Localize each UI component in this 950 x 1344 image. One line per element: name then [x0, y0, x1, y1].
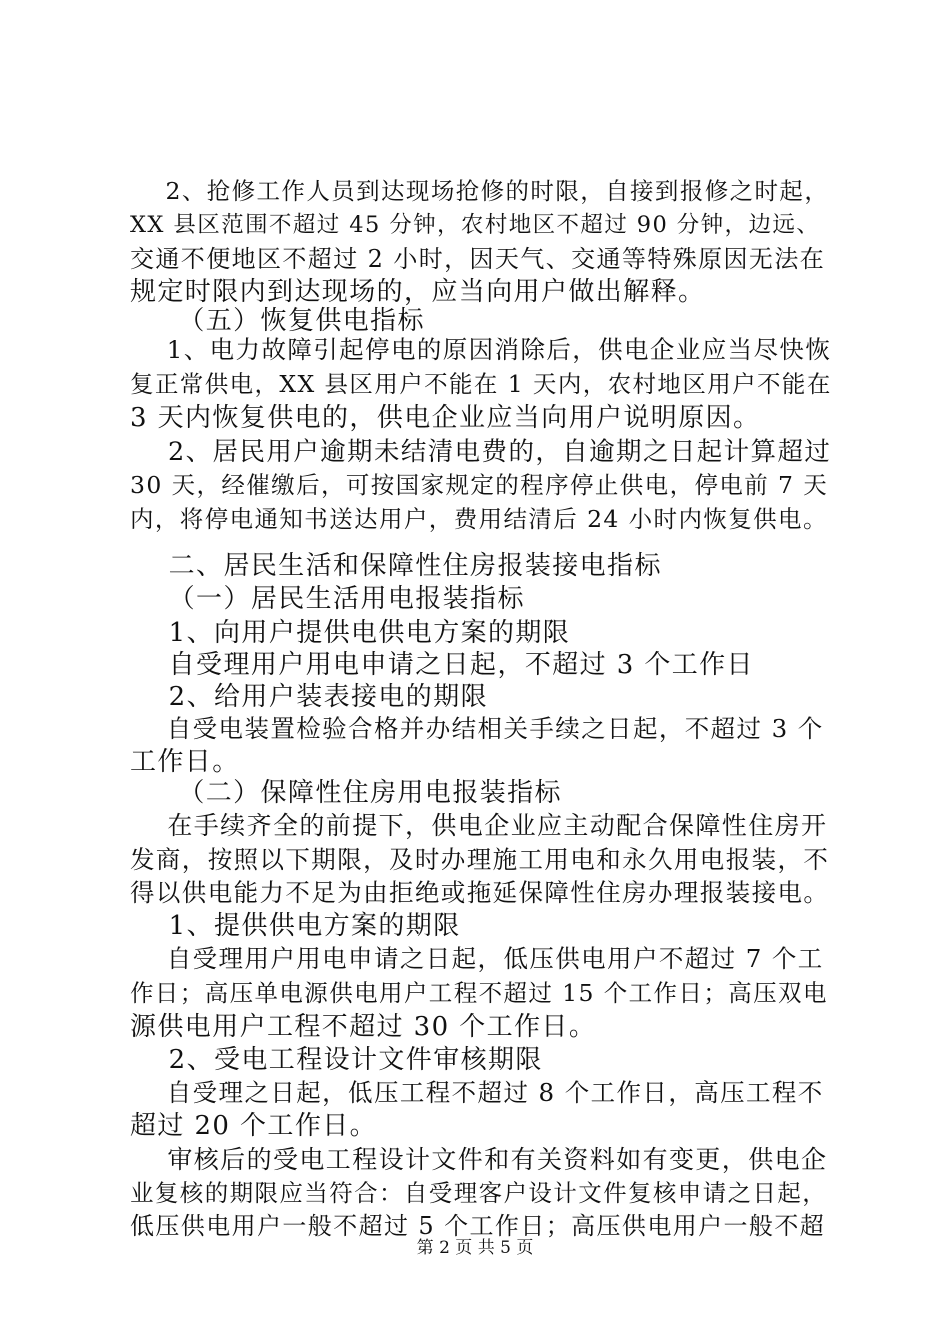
- text-line: 复正常供电，XX 县区用户不能在 1 天内，农村地区用户不能在: [130, 370, 832, 398]
- text-line: 超过 20 个工作日。: [130, 1111, 378, 1141]
- page-number-footer: 第 2 页 共 5 页: [416, 1238, 534, 1258]
- text-line: 工作日。: [130, 747, 240, 777]
- text-line: 自受理之日起，低压工程不超过 8 个工作日，高压工程不: [130, 1078, 824, 1107]
- text-line: 自受理用户用电申请之日起，低压供电用户不超过 7 个工: [130, 944, 824, 973]
- text-line: 2、给用户装表接电的期限: [130, 682, 489, 712]
- text-line: 交通不便地区不超过 2 小时，因天气、交通等特殊原因无法在: [130, 245, 826, 273]
- text-line: 2、抢修工作人员到达现场抢修的时限，自接到报修之时起，: [130, 177, 830, 205]
- text-line: XX 县区范围不超过 45 分钟，农村地区不超过 90 分钟，边远、: [130, 212, 821, 238]
- text-line: 1、向用户提供电供电方案的期限: [130, 618, 571, 648]
- text-line: 在手续齐全的前提下，供电企业应主动配合保障性住房开: [130, 811, 828, 840]
- text-line: 内，将停电通知书送达用户，费用结清后 24 小时内恢复供电。: [130, 505, 828, 533]
- section-heading: （五）恢复供电指标: [130, 306, 425, 336]
- section-heading: （一）居民生活用电报装指标: [130, 584, 525, 614]
- text-line: 1、电力故障引起停电的原因消除后，供电企业应当尽快恢: [130, 335, 832, 364]
- text-line: 审核后的受电工程设计文件和有关资料如有变更，供电企: [130, 1145, 828, 1174]
- text-line: 源供电用户工程不超过 30 个工作日。: [130, 1012, 597, 1042]
- text-line: 30 天，经催缴后，可按国家规定的程序停止供电，停电前 7 天: [130, 471, 829, 499]
- chapter-heading: 二、居民生活和保障性住房报装接电指标: [130, 551, 662, 581]
- text-line: 2、受电工程设计文件审核期限: [130, 1045, 543, 1075]
- text-line: 自受理用户用电申请之日起，不超过 3 个工作日: [130, 650, 754, 680]
- text-line: 低压供电用户一般不超过 5 个工作日；高压供电用户一般不超: [130, 1212, 826, 1240]
- text-line: 得以供电能力不足为由拒绝或拖延保障性住房办理报装接电。: [130, 878, 830, 907]
- text-line: 规定时限内到达现场的，应当向用户做出解释。: [130, 277, 706, 307]
- text-line: 发商，按照以下期限，及时办理施工用电和永久用电报装，不: [130, 845, 830, 874]
- text-line: 作日；高压单电源供电用户工程不超过 15 个工作日；高压双电: [130, 979, 828, 1007]
- text-line: 业复核的期限应当符合：自受理客户设计文件复核申请之日起，: [130, 1179, 828, 1207]
- text-line: 1、提供供电方案的期限: [130, 911, 461, 941]
- text-line: 3 天内恢复供电的，供电企业应当向用户说明原因。: [130, 403, 761, 433]
- section-heading: （二）保障性住房用电报装指标: [130, 778, 562, 808]
- text-line: 自受电装置检验合格并办结相关手续之日起，不超过 3 个: [130, 714, 824, 743]
- text-line: 2、居民用户逾期未结清电费的，自逾期之日起计算超过: [130, 437, 832, 467]
